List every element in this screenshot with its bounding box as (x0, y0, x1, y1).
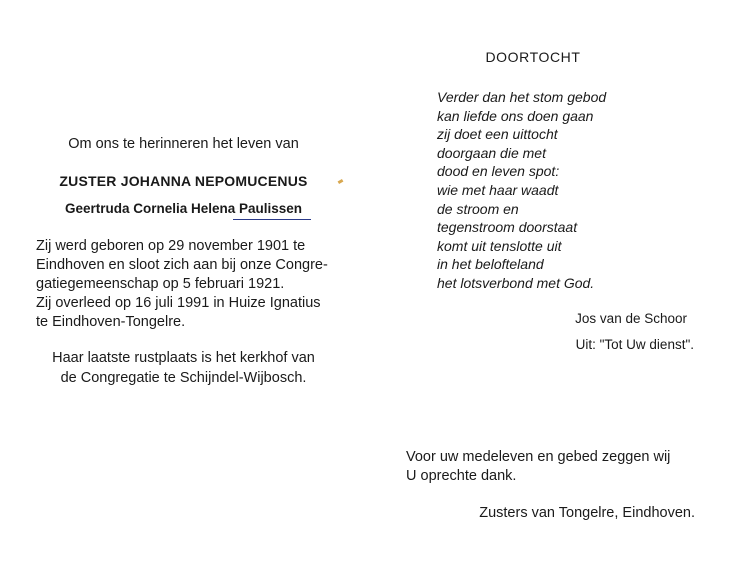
poem-line: in het belofteland (437, 256, 544, 273)
bio-line: Zij werd geboren op 29 november 1901 te (36, 238, 306, 254)
poem-line: tegenstroom doorstaat (437, 219, 578, 236)
religious-name: ZUSTER JOHANNA NEPOMUCENUS (59, 173, 308, 189)
left-panel (0, 0, 367, 577)
poem-line: dood en leven spot: (437, 163, 560, 180)
bio-line: te Eindhoven-Tongelre. (36, 314, 186, 330)
poem-author: Jos van de Schoor (575, 311, 687, 326)
thanks-line: U oprechte dank. (406, 468, 517, 484)
bio-line: gatiegemeenschap op 5 februari 1921. (36, 276, 285, 292)
poem-line: doorgaan die met (437, 144, 546, 161)
resting-place (0, 349, 367, 388)
poem (437, 88, 677, 293)
ink-underline (233, 219, 311, 220)
poem-source: Uit: "Tot Uw dienst". (575, 337, 694, 352)
bio-line: Zij overleed op 16 juli 1991 in Huize Ignatius (36, 295, 321, 311)
poem-line: komt uit tenslotte uit (437, 237, 562, 254)
bio-line: Eindhoven en sloot zich aan bij onze Congre- (36, 257, 328, 273)
poem-line: zij doet een uittocht (437, 126, 558, 143)
poem-title: DOORTOCHT (485, 49, 581, 65)
thanks-line: Voor uw medeleven en gebed zeggen wij (406, 449, 671, 465)
right-panel (367, 0, 735, 577)
thanks-text (406, 448, 706, 486)
rest-line: de Congregatie te Schijndel-Wijbosch. (60, 369, 307, 386)
rest-line: Haar laatste rustplaats is het kerkhof van (52, 350, 315, 366)
poem-line: de stroom en (437, 200, 519, 217)
poem-line: Verder dan het stom gebod (437, 89, 607, 105)
biography (36, 237, 328, 332)
poem-line: het lotsverbond met God. (437, 274, 595, 291)
poem-line: wie met haar waadt (437, 181, 559, 198)
full-name: Geertruda Cornelia Helena Paulissen (64, 201, 303, 216)
intro-text: Om ons te herinneren het leven van (68, 136, 299, 152)
poem-line: kan liefde ons doen gaan (437, 107, 594, 124)
signature: Zusters van Tongelre, Eindhoven. (479, 505, 695, 521)
